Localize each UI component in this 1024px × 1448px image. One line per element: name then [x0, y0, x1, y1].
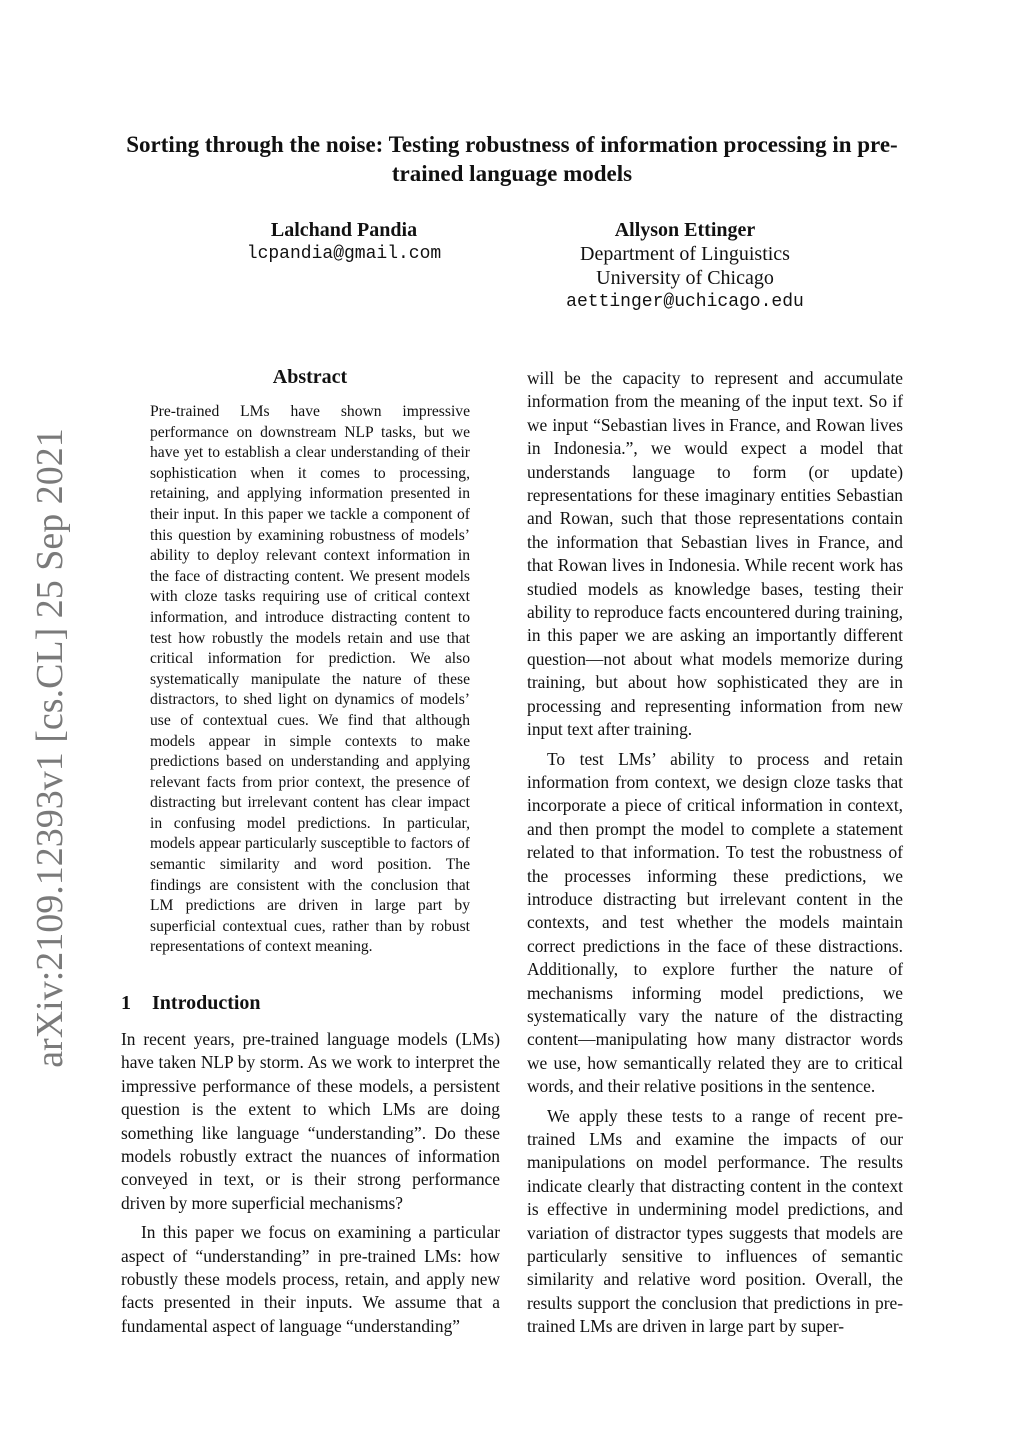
section-number: 1 — [121, 992, 131, 1014]
paper-title: Sorting through the noise: Testing robustness of information processing in pre-trained language models — [126, 132, 898, 186]
author-block-2 — [530, 218, 840, 314]
arxiv-identifier: arXiv:2109.12393v1 [cs.CL] 25 Sep 2021 — [29, 428, 71, 1068]
abstract-text: Pre-trained LMs have shown impressive performance on downstream NLP tasks, but we have yet to establish a clear understanding of their sophistication when it comes to processing, retaining, and applying information presented in their input. In this paper we tackle a component of this question by examining robustness of models’ ability to deploy relevant context information in the face of distracting content. We present models with cloze tasks requiring use of critical context information, and introduce distracting content to test how robustly the models retain and use that critical information for prediction. We also systematically manipulate the nature of these distractors, to shed light on dynamics of models’ use of contextual cues. We find that although models appear in simple contexts to make predictions based on understanding and applying relevant facts from prior context, the presence of distracting but irrelevant content has clear impact in confusing model predictions. In particular, models appear particularly susceptible to factors of semantic similarity and word position. The findings are consistent with the conclusion that LM predictions are driven in large part by superficial contextual cues, rather than by robust representations of context meaning. — [150, 403, 470, 956]
section-title: Introduction — [152, 992, 261, 1014]
paragraph: In recent years, pre-trained language models (LMs) have taken NLP by storm. As we work to interpret the impressive performance of these models, a persistent question is the extent to which LMs are doing something like language “understanding”. Do these models robustly extract the nuances of information conveyed in text, or is their strong performance driven by more superficial mechanisms? — [121, 1029, 500, 1213]
abstract-body — [150, 402, 470, 958]
paragraph: will be the capacity to represent and accumulate information from the meaning of the input text. So if we input “Sebastian lives in France, and Rowan lives in Indonesia.”, we would expect a model that understands language to form (or update) representations for these imaginary entities Sebastian and Rowan, such that those representations contain the information that Sebastian lives in France, and that Rowan lives in Indonesia. While recent work has studied models as knowledge bases, testing their ability to reproduce facts encountered during training, in this paper we are asking an importantly different question—not about what models memorize during training, but about how sophisticated they are in processing and representing information from new input text after training. — [527, 368, 903, 740]
left-column-body — [121, 1028, 500, 1338]
author-name: Allyson Ettinger — [614, 219, 756, 241]
paragraph: To test LMs’ ability to process and retain information from context, we design cloze tasks that incorporate a piece of critical information in context, and then prompt the model to complete a statement related to that information. To test the robustness of the processes informing these predictions, we introduce distracting but irrelevant content in the contexts, and test whether the models maintain correct predictions in the face of these distractions. Additionally, to explore further the nature of mechanisms informing model predictions, we systematically vary the nature of the distracting content—manipulating how many distractor words we use, how semantically related they are to critical words, and their relative positions in the sentence. — [527, 748, 903, 1097]
paragraph: In this paper we focus on examining a particular aspect of “understanding” in pre-trained LMs: how robustly these models process, retain, and apply new facts presented in their inputs. We assume that a fundamental aspect of language “understanding” — [121, 1222, 500, 1336]
author-block-1 — [214, 218, 474, 266]
section-heading — [121, 992, 261, 1015]
author-name: Lalchand Pandia — [270, 219, 418, 241]
author-institution: University of Chicago — [596, 267, 774, 289]
author-email: lcpandia@gmail.com — [246, 244, 442, 264]
right-column-body — [527, 367, 903, 1339]
abstract-heading: Abstract — [272, 366, 348, 388]
author-department: Department of Linguistics — [580, 243, 790, 265]
author-email: aettinger@uchicago.edu — [566, 292, 804, 312]
paragraph: We apply these tests to a range of recent pre-trained LMs and examine the impacts of our manipulations on model performance. The results indicate clearly that distracting content in the context is effective in undermining model predictions, and variation of distractor types suggests that models are particularly sensitive to influences of semantic similarity and relative word position. Overall, the results support the conclusion that predictions in pre-trained LMs are driven in large part by super- — [527, 1105, 903, 1337]
